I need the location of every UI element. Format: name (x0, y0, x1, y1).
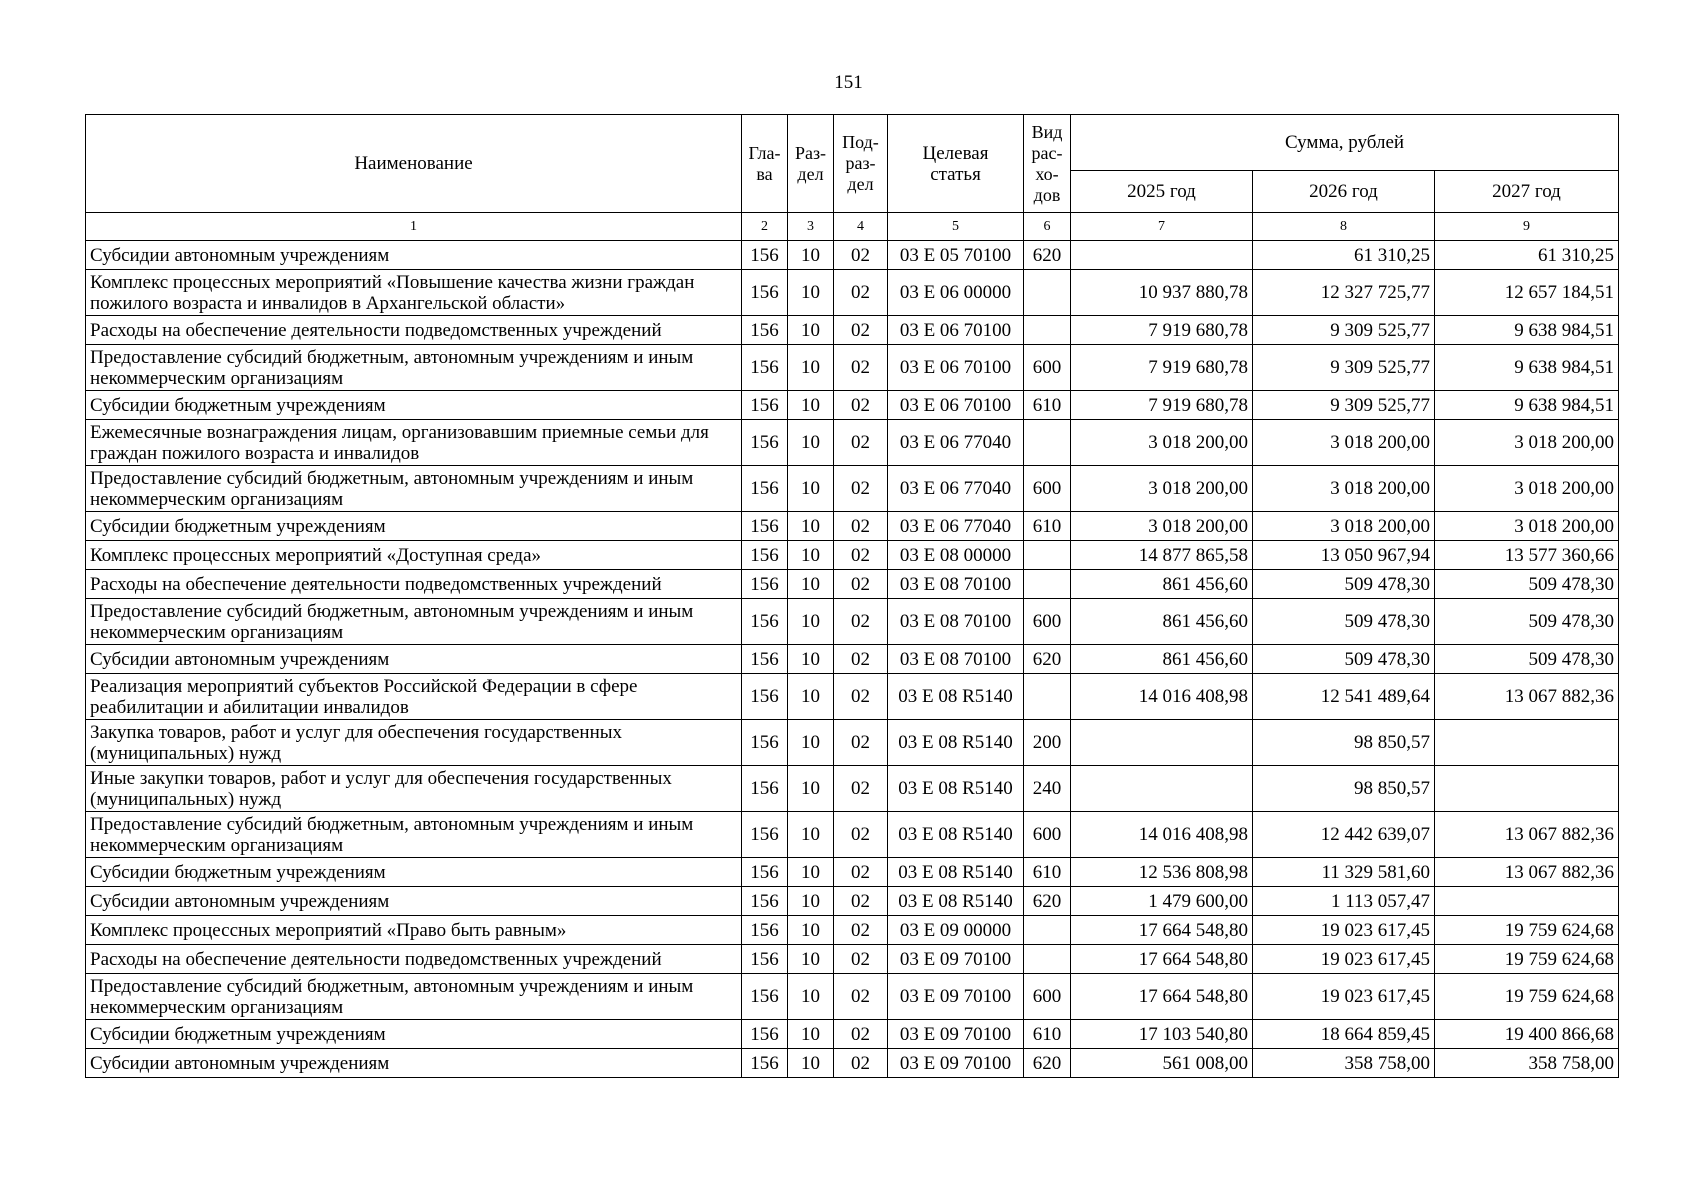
row-name: Комплекс процессных мероприятий «Доступная среда» (86, 541, 742, 570)
row-expense-type (1024, 420, 1071, 466)
table-row (86, 674, 1619, 720)
row-target-article: 03 Е 06 77040 (888, 420, 1024, 466)
header-name: Наименование (86, 115, 742, 213)
row-sum-2026: 19 023 617,45 (1253, 916, 1435, 945)
row-expense-type: 610 (1024, 512, 1071, 541)
row-expense-type: 600 (1024, 974, 1071, 1020)
row-target-article: 03 Е 08 70100 (888, 645, 1024, 674)
table-row (86, 916, 1619, 945)
header-expense-type-text: Вид рас- хо- дов (1031, 121, 1063, 205)
row-glava: 156 (742, 974, 788, 1020)
row-sum-2025: 3 018 200,00 (1071, 512, 1253, 541)
row-sum-2027: 358 758,00 (1435, 1049, 1619, 1078)
row-name: Иные закупки товаров, работ и услуг для обеспечения государственных (муниципальных) нужд (86, 766, 742, 812)
row-sum-2026: 12 442 639,07 (1253, 812, 1435, 858)
row-podrazdel: 02 (834, 316, 888, 345)
row-name: Предоставление субсидий бюджетным, автономным учреждениям и иным некоммерческим организациям (86, 974, 742, 1020)
table-row (86, 1020, 1619, 1049)
header-sum: Сумма, рублей (1071, 115, 1619, 171)
row-glava: 156 (742, 945, 788, 974)
row-sum-2027 (1435, 720, 1619, 766)
row-sum-2025: 14 016 408,98 (1071, 812, 1253, 858)
row-razdel: 10 (788, 512, 834, 541)
row-podrazdel: 02 (834, 916, 888, 945)
row-expense-type: 610 (1024, 1020, 1071, 1049)
row-name: Реализация мероприятий субъектов Российской Федерации в сфере реабилитации и абилитации инвалидов (86, 674, 742, 720)
table-header (86, 115, 1619, 241)
row-name: Субсидии автономным учреждениям (86, 1049, 742, 1078)
row-podrazdel: 02 (834, 887, 888, 916)
row-sum-2025: 17 664 548,80 (1071, 974, 1253, 1020)
row-glava: 156 (742, 599, 788, 645)
row-razdel: 10 (788, 720, 834, 766)
row-sum-2026: 98 850,57 (1253, 720, 1435, 766)
table-row (86, 599, 1619, 645)
row-sum-2025: 3 018 200,00 (1071, 420, 1253, 466)
column-number: 1 (86, 213, 742, 241)
row-name: Предоставление субсидий бюджетным, автономным учреждениям и иным некоммерческим организациям (86, 466, 742, 512)
row-sum-2026: 9 309 525,77 (1253, 316, 1435, 345)
row-name: Субсидии бюджетным учреждениям (86, 512, 742, 541)
row-target-article: 03 Е 08 00000 (888, 541, 1024, 570)
row-sum-2027: 13 067 882,36 (1435, 858, 1619, 887)
row-expense-type: 620 (1024, 645, 1071, 674)
row-target-article: 03 Е 08 R5140 (888, 812, 1024, 858)
row-name: Субсидии автономным учреждениям (86, 645, 742, 674)
row-sum-2027: 19 759 624,68 (1435, 945, 1619, 974)
row-sum-2025: 861 456,60 (1071, 570, 1253, 599)
row-sum-2027: 9 638 984,51 (1435, 316, 1619, 345)
row-sum-2026: 61 310,25 (1253, 241, 1435, 270)
row-glava: 156 (742, 1020, 788, 1049)
table-row (86, 512, 1619, 541)
row-sum-2025: 17 664 548,80 (1071, 916, 1253, 945)
row-razdel: 10 (788, 945, 834, 974)
row-razdel: 10 (788, 241, 834, 270)
row-expense-type: 600 (1024, 466, 1071, 512)
header-year-2026: 2026 год (1253, 171, 1435, 213)
header-razdel-text: Раз- дел (794, 142, 827, 184)
row-glava: 156 (742, 1049, 788, 1078)
table-row (86, 945, 1619, 974)
row-sum-2025: 3 018 200,00 (1071, 466, 1253, 512)
row-podrazdel: 02 (834, 466, 888, 512)
row-glava: 156 (742, 674, 788, 720)
row-name: Ежемесячные вознаграждения лицам, организовавшим приемные семьи для граждан пожилого возраста и инвалидов (86, 420, 742, 466)
row-glava: 156 (742, 720, 788, 766)
row-expense-type: 620 (1024, 887, 1071, 916)
row-sum-2025: 10 937 880,78 (1071, 270, 1253, 316)
row-expense-type: 600 (1024, 599, 1071, 645)
row-sum-2025: 7 919 680,78 (1071, 391, 1253, 420)
header-podrazdel (834, 115, 888, 213)
row-sum-2026: 9 309 525,77 (1253, 391, 1435, 420)
row-name: Расходы на обеспечение деятельности подведомственных учреждений (86, 945, 742, 974)
row-podrazdel: 02 (834, 674, 888, 720)
row-sum-2026: 19 023 617,45 (1253, 974, 1435, 1020)
row-razdel: 10 (788, 345, 834, 391)
table-row (86, 720, 1619, 766)
row-sum-2026: 509 478,30 (1253, 570, 1435, 599)
row-sum-2027: 12 657 184,51 (1435, 270, 1619, 316)
row-podrazdel: 02 (834, 1020, 888, 1049)
row-target-article: 03 Е 08 70100 (888, 599, 1024, 645)
row-glava: 156 (742, 391, 788, 420)
row-name: Субсидии бюджетным учреждениям (86, 858, 742, 887)
row-glava: 156 (742, 466, 788, 512)
row-sum-2026: 12 327 725,77 (1253, 270, 1435, 316)
row-podrazdel: 02 (834, 345, 888, 391)
column-number: 2 (742, 213, 788, 241)
row-glava: 156 (742, 241, 788, 270)
row-expense-type (1024, 570, 1071, 599)
row-podrazdel: 02 (834, 541, 888, 570)
row-sum-2026: 3 018 200,00 (1253, 466, 1435, 512)
row-sum-2026: 509 478,30 (1253, 645, 1435, 674)
row-sum-2026: 3 018 200,00 (1253, 420, 1435, 466)
row-glava: 156 (742, 766, 788, 812)
row-expense-type (1024, 945, 1071, 974)
row-target-article: 03 Е 09 70100 (888, 1049, 1024, 1078)
row-sum-2025 (1071, 720, 1253, 766)
table-row (86, 974, 1619, 1020)
row-podrazdel: 02 (834, 270, 888, 316)
table-row (86, 858, 1619, 887)
row-razdel: 10 (788, 974, 834, 1020)
row-name: Комплекс процессных мероприятий «Повышение качества жизни граждан пожилого возраста и инвалидов в Архангельской области» (86, 270, 742, 316)
row-name: Расходы на обеспечение деятельности подведомственных учреждений (86, 570, 742, 599)
table-row (86, 241, 1619, 270)
row-glava: 156 (742, 512, 788, 541)
row-razdel: 10 (788, 316, 834, 345)
header-year-2027: 2027 год (1435, 171, 1619, 213)
row-expense-type: 600 (1024, 812, 1071, 858)
row-razdel: 10 (788, 1049, 834, 1078)
row-target-article: 03 Е 08 R5140 (888, 887, 1024, 916)
row-sum-2025: 17 103 540,80 (1071, 1020, 1253, 1049)
row-podrazdel: 02 (834, 391, 888, 420)
row-sum-2027: 9 638 984,51 (1435, 391, 1619, 420)
row-target-article: 03 Е 05 70100 (888, 241, 1024, 270)
table-row (86, 812, 1619, 858)
table-row (86, 316, 1619, 345)
row-expense-type: 200 (1024, 720, 1071, 766)
row-target-article: 03 Е 06 00000 (888, 270, 1024, 316)
row-sum-2027: 61 310,25 (1435, 241, 1619, 270)
row-razdel: 10 (788, 887, 834, 916)
row-glava: 156 (742, 570, 788, 599)
row-sum-2025: 14 877 865,58 (1071, 541, 1253, 570)
row-sum-2026: 3 018 200,00 (1253, 512, 1435, 541)
row-razdel: 10 (788, 916, 834, 945)
table-body (86, 241, 1619, 1078)
row-sum-2027: 3 018 200,00 (1435, 420, 1619, 466)
row-sum-2025 (1071, 241, 1253, 270)
row-name: Субсидии бюджетным учреждениям (86, 391, 742, 420)
row-name: Комплекс процессных мероприятий «Право быть равным» (86, 916, 742, 945)
row-glava: 156 (742, 541, 788, 570)
row-podrazdel: 02 (834, 570, 888, 599)
row-expense-type: 610 (1024, 858, 1071, 887)
header-glava-text: Гла- ва (748, 142, 781, 184)
row-razdel: 10 (788, 420, 834, 466)
row-name: Субсидии автономным учреждениям (86, 887, 742, 916)
budget-table (85, 114, 1619, 1078)
row-target-article: 03 Е 06 70100 (888, 345, 1024, 391)
row-target-article: 03 Е 09 70100 (888, 945, 1024, 974)
row-name: Предоставление субсидий бюджетным, автономным учреждениям и иным некоммерческим организациям (86, 812, 742, 858)
row-sum-2027: 19 759 624,68 (1435, 916, 1619, 945)
header-podrazdel-text: Под- раз- дел (842, 132, 879, 194)
table-row (86, 766, 1619, 812)
header-target-article (888, 115, 1024, 213)
row-expense-type (1024, 541, 1071, 570)
row-glava: 156 (742, 420, 788, 466)
row-sum-2025: 561 008,00 (1071, 1049, 1253, 1078)
row-sum-2025: 861 456,60 (1071, 645, 1253, 674)
column-number: 7 (1071, 213, 1253, 241)
row-razdel: 10 (788, 599, 834, 645)
row-name: Расходы на обеспечение деятельности подведомственных учреждений (86, 316, 742, 345)
column-number: 3 (788, 213, 834, 241)
row-expense-type: 620 (1024, 241, 1071, 270)
row-razdel: 10 (788, 674, 834, 720)
row-glava: 156 (742, 345, 788, 391)
header-expense-type (1024, 115, 1071, 213)
column-number: 4 (834, 213, 888, 241)
row-target-article: 03 Е 08 70100 (888, 570, 1024, 599)
row-name: Субсидии бюджетным учреждениям (86, 1020, 742, 1049)
row-glava: 156 (742, 812, 788, 858)
row-podrazdel: 02 (834, 645, 888, 674)
row-podrazdel: 02 (834, 599, 888, 645)
row-sum-2027: 13 577 360,66 (1435, 541, 1619, 570)
row-podrazdel: 02 (834, 766, 888, 812)
row-podrazdel: 02 (834, 420, 888, 466)
row-name: Предоставление субсидий бюджетным, автономным учреждениям и иным некоммерческим организациям (86, 345, 742, 391)
row-sum-2026: 1 113 057,47 (1253, 887, 1435, 916)
table-row (86, 391, 1619, 420)
row-target-article: 03 Е 08 R5140 (888, 674, 1024, 720)
row-target-article: 03 Е 06 77040 (888, 466, 1024, 512)
row-expense-type (1024, 674, 1071, 720)
row-razdel: 10 (788, 466, 834, 512)
row-glava: 156 (742, 916, 788, 945)
row-podrazdel: 02 (834, 858, 888, 887)
row-target-article: 03 Е 08 R5140 (888, 720, 1024, 766)
row-sum-2025: 14 016 408,98 (1071, 674, 1253, 720)
row-name: Закупка товаров, работ и услуг для обеспечения государственных (муниципальных) нужд (86, 720, 742, 766)
row-razdel: 10 (788, 1020, 834, 1049)
row-sum-2026: 11 329 581,60 (1253, 858, 1435, 887)
table-row (86, 466, 1619, 512)
row-razdel: 10 (788, 570, 834, 599)
row-sum-2025 (1071, 766, 1253, 812)
row-sum-2025: 861 456,60 (1071, 599, 1253, 645)
row-sum-2026: 13 050 967,94 (1253, 541, 1435, 570)
row-sum-2027: 3 018 200,00 (1435, 512, 1619, 541)
table-row (86, 570, 1619, 599)
table-row (86, 645, 1619, 674)
row-sum-2025: 7 919 680,78 (1071, 316, 1253, 345)
row-podrazdel: 02 (834, 812, 888, 858)
row-razdel: 10 (788, 645, 834, 674)
row-sum-2026: 358 758,00 (1253, 1049, 1435, 1078)
table-row (86, 887, 1619, 916)
row-razdel: 10 (788, 391, 834, 420)
row-sum-2027: 13 067 882,36 (1435, 812, 1619, 858)
row-target-article: 03 Е 06 70100 (888, 391, 1024, 420)
row-razdel: 10 (788, 858, 834, 887)
table-row (86, 541, 1619, 570)
row-sum-2025: 12 536 808,98 (1071, 858, 1253, 887)
row-sum-2026: 19 023 617,45 (1253, 945, 1435, 974)
header-target-article-text: Целевая статья (922, 142, 989, 185)
header-razdel (788, 115, 834, 213)
table-row (86, 270, 1619, 316)
row-razdel: 10 (788, 812, 834, 858)
table-row (86, 345, 1619, 391)
column-number: 9 (1435, 213, 1619, 241)
column-number: 8 (1253, 213, 1435, 241)
row-target-article: 03 Е 08 R5140 (888, 766, 1024, 812)
row-glava: 156 (742, 270, 788, 316)
row-sum-2027: 509 478,30 (1435, 599, 1619, 645)
row-expense-type: 600 (1024, 345, 1071, 391)
row-sum-2027: 9 638 984,51 (1435, 345, 1619, 391)
column-numbers-row (86, 213, 1619, 241)
row-target-article: 03 Е 09 70100 (888, 1020, 1024, 1049)
column-number: 5 (888, 213, 1024, 241)
row-razdel: 10 (788, 541, 834, 570)
row-razdel: 10 (788, 270, 834, 316)
row-sum-2025: 17 664 548,80 (1071, 945, 1253, 974)
row-glava: 156 (742, 858, 788, 887)
row-podrazdel: 02 (834, 1049, 888, 1078)
row-sum-2026: 12 541 489,64 (1253, 674, 1435, 720)
row-sum-2027 (1435, 766, 1619, 812)
row-target-article: 03 Е 08 R5140 (888, 858, 1024, 887)
row-sum-2025: 1 479 600,00 (1071, 887, 1253, 916)
row-expense-type (1024, 316, 1071, 345)
row-sum-2026: 18 664 859,45 (1253, 1020, 1435, 1049)
row-name: Предоставление субсидий бюджетным, автономным учреждениям и иным некоммерческим организациям (86, 599, 742, 645)
row-podrazdel: 02 (834, 945, 888, 974)
row-razdel: 10 (788, 766, 834, 812)
table-row (86, 420, 1619, 466)
header-year-2025: 2025 год (1071, 171, 1253, 213)
row-sum-2027: 19 759 624,68 (1435, 974, 1619, 1020)
column-number: 6 (1024, 213, 1071, 241)
row-glava: 156 (742, 316, 788, 345)
row-sum-2027: 509 478,30 (1435, 645, 1619, 674)
row-podrazdel: 02 (834, 974, 888, 1020)
page-number: 151 (834, 72, 863, 93)
row-sum-2025: 7 919 680,78 (1071, 345, 1253, 391)
row-podrazdel: 02 (834, 512, 888, 541)
row-sum-2027 (1435, 887, 1619, 916)
row-sum-2027: 3 018 200,00 (1435, 466, 1619, 512)
row-sum-2027: 509 478,30 (1435, 570, 1619, 599)
row-expense-type (1024, 270, 1071, 316)
row-name: Субсидии автономным учреждениям (86, 241, 742, 270)
row-target-article: 03 Е 09 00000 (888, 916, 1024, 945)
row-glava: 156 (742, 645, 788, 674)
row-target-article: 03 Е 06 77040 (888, 512, 1024, 541)
row-podrazdel: 02 (834, 241, 888, 270)
row-glava: 156 (742, 887, 788, 916)
row-sum-2026: 509 478,30 (1253, 599, 1435, 645)
row-expense-type: 610 (1024, 391, 1071, 420)
row-sum-2026: 98 850,57 (1253, 766, 1435, 812)
row-podrazdel: 02 (834, 720, 888, 766)
row-target-article: 03 Е 09 70100 (888, 974, 1024, 1020)
row-sum-2026: 9 309 525,77 (1253, 345, 1435, 391)
table-row (86, 1049, 1619, 1078)
header-glava (742, 115, 788, 213)
row-sum-2027: 19 400 866,68 (1435, 1020, 1619, 1049)
row-target-article: 03 Е 06 70100 (888, 316, 1024, 345)
row-expense-type: 240 (1024, 766, 1071, 812)
row-expense-type: 620 (1024, 1049, 1071, 1078)
row-expense-type (1024, 916, 1071, 945)
row-sum-2027: 13 067 882,36 (1435, 674, 1619, 720)
